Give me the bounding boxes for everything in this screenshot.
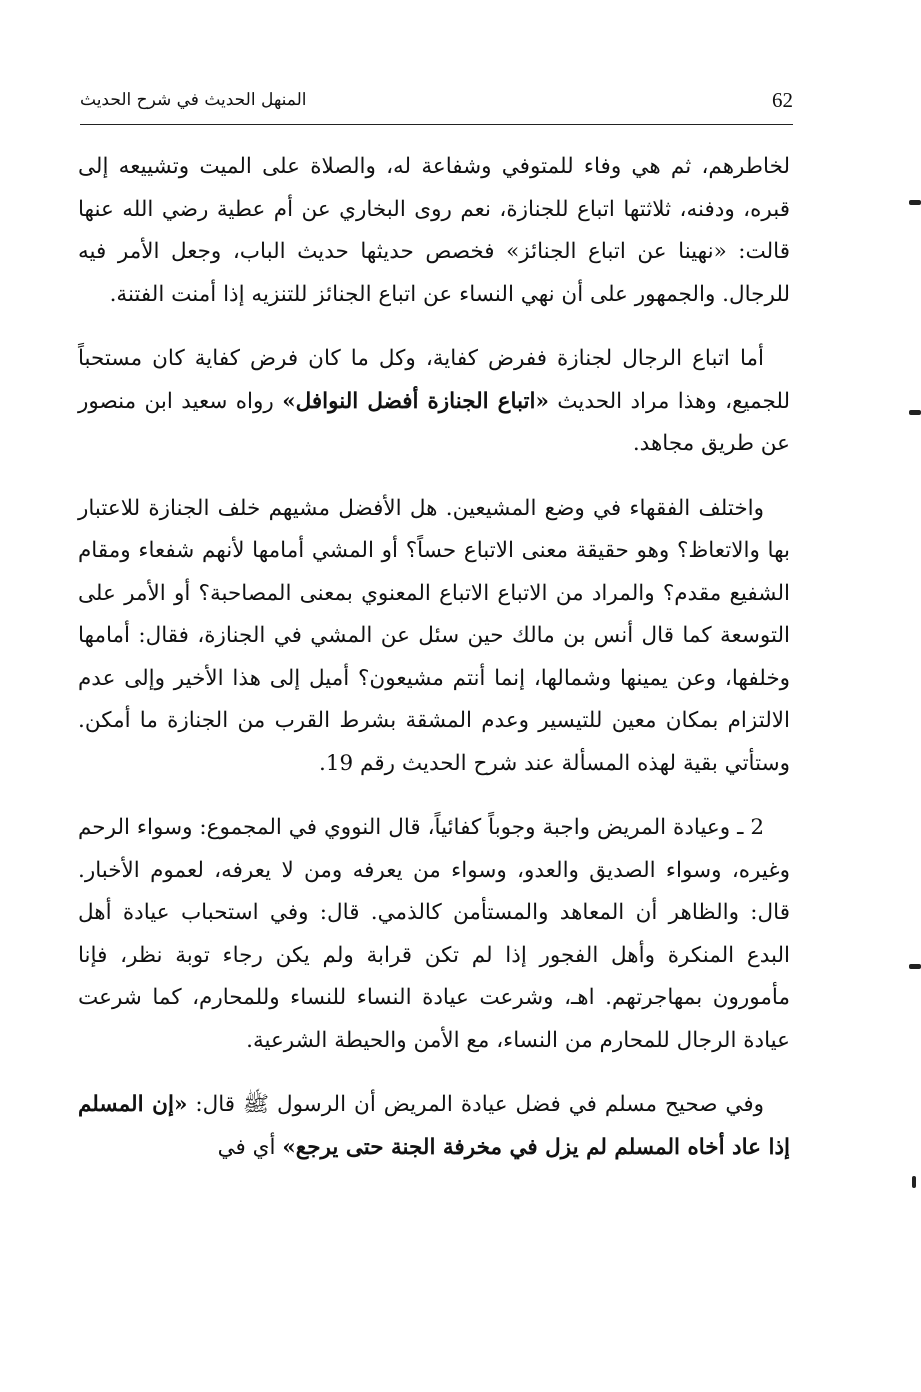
paragraph-3-text: واختلف الفقهاء في وضع المشيعين. هل الأفضل مشيهم خلف الجنازة للاعتبار بها والاتعاظ؟ وهو حقيقة معنى الاتباع حساً؟ أو المشي أمامها لأنهم شفعاء ومقام الشفيع مقدم؟ والمراد من الاتباع الاتباع المعنوي بمعنى المصاحبة؟ أو الأمر على التوسعة كما قال أنس بن مالك حين سئل عن المشي في الجنازة، فقال: أمامها وخلفها، وعن يمينها وشمالها، إنما أنتم مشيعون؟ أميل إلى هذا الأخير وإلى عدم الالتزام بمكان معين للتيسير وعدم المشقة بشرط القرب من الجنازة ما أمكن. وستأتي بقية لهذه المسألة عند شرح الحديث رقم 19.	[78, 495, 790, 776]
paragraph-4-text: 2 ـ وعيادة المريض واجبة وجوباً كفائياً، قال النووي في المجموع: وسواء الرحم وغيره، وسواء الصديق والعدو، وسواء من يعرفه ومن لا يعرفه، لعموم الأخبار. قال: والظاهر أن المعاهد والمستأمن كالذمي. قال: وفي استحباب عيادة أهل البدع المنكرة وأهل الفجور إذا لم تكن قرابة ولم يكن رجاء توبة نظر، فإنا مأمورون بمهاجرتهم. اهـ، وشرعت عيادة النساء للنساء وللمحارم، كما شرعت عيادة الرجال للمحارم من النساء، مع الأمن والحيطة الشرعية.	[78, 815, 790, 1053]
margin-scan-mark	[909, 964, 921, 969]
paragraph-3	[78, 488, 790, 786]
margin-scan-mark	[909, 410, 921, 415]
body-text	[78, 146, 790, 1169]
paragraph-2-text: أما اتباع الرجال لجنازة ففرض كفاية، وكل ما كان فرض كفاية كان مستحباً للجميع، وهذا مراد الحديث	[78, 346, 791, 414]
paragraph-5-text-end: أي في	[217, 1134, 283, 1160]
hadith-quote: «اتباع الجنازة أفضل النوافل»	[282, 388, 549, 414]
paragraph-1	[78, 146, 790, 316]
paragraph-4	[78, 807, 790, 1062]
hadith-quote: «إن المسلم إذا عاد أخاه المسلم لم يزل في مخرفة الجنة حتى يرجع»	[78, 1092, 790, 1160]
paragraph-5-text: وفي صحيح مسلم في فضل عيادة المريض أن الرسول ﷺ قال:	[187, 1092, 765, 1117]
margin-scan-mark	[912, 1176, 916, 1188]
running-title: المنهل الحديث في شرح الحديث	[80, 90, 307, 110]
page-number: 62	[772, 88, 793, 112]
page-header	[80, 84, 793, 125]
paragraph-2-text-end: رواه سعيد ابن منصور عن طريق مجاهد.	[78, 388, 790, 456]
paragraph-5	[78, 1084, 790, 1169]
margin-scan-mark	[909, 200, 921, 205]
paragraph-2	[78, 338, 790, 466]
paragraph-1-text: لخاطرهم، ثم هي وفاء للمتوفي وشفاعة له، والصلاة على الميت وتشييعه إلى قبره، ودفنه، ثلاثتها اتباع للجنازة، نعم روى البخاري عن أم عطية رضي الله عنها قالت: «نهينا عن اتباع الجنائز» فخصص حديثها حديث الباب، وجعل الأمر فيه للرجال. والجمهور على أن نهي النساء عن اتباع الجنائز للتنزيه إذا أمنت الفتنة.	[78, 154, 790, 307]
